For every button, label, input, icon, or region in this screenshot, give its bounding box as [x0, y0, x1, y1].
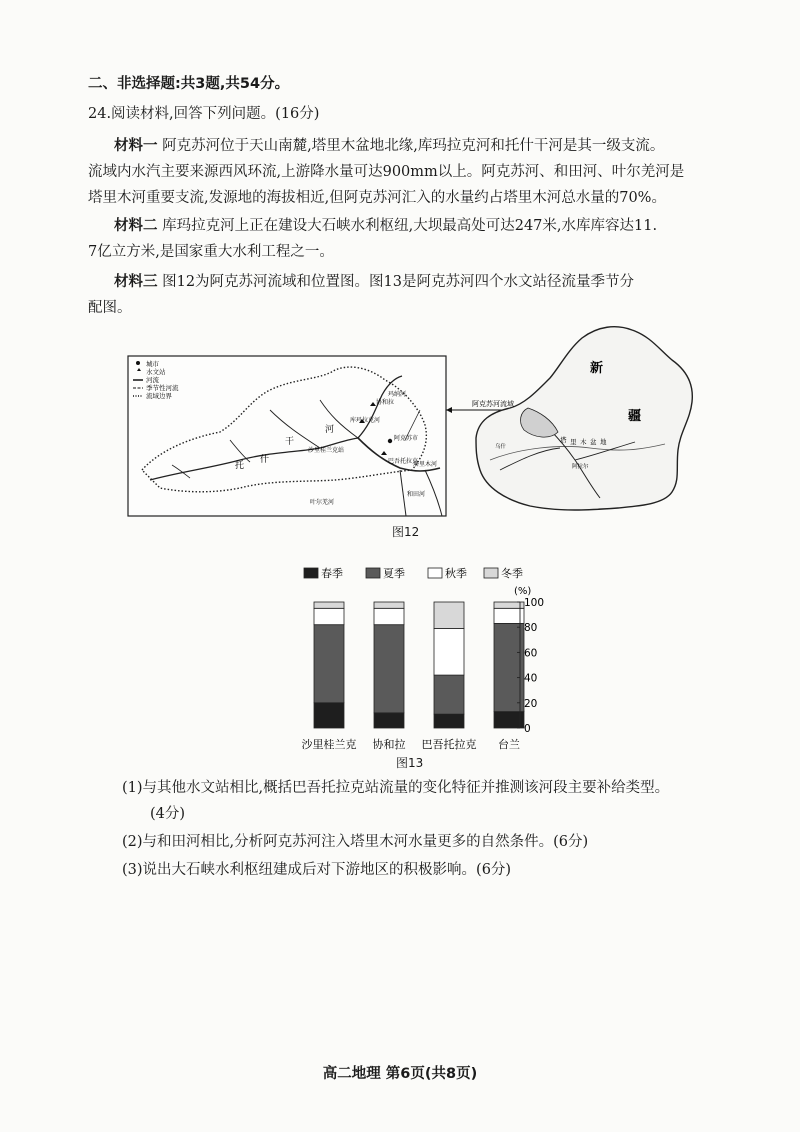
- x-label-4: 台兰: [498, 738, 520, 751]
- legend-station: 水文站: [146, 368, 166, 376]
- bar-3-秋季: [434, 628, 464, 675]
- chart-bars: [314, 602, 524, 728]
- y-tick-label-100: 100: [524, 597, 545, 609]
- label-talimu: 塔里木河: [413, 461, 438, 468]
- y-tick-label-60: 60: [524, 647, 538, 660]
- material2-line1: [114, 216, 657, 236]
- legend-seasonal: 季节性河流: [146, 384, 179, 392]
- question-1-line1: (1)与其他水文站相比,概括巴吾托拉克站流量的变化特征并推测该河段主要补给类型。: [122, 780, 670, 796]
- legend-swatch-2: [366, 568, 380, 578]
- x-label-3: 巴吾托拉克: [421, 738, 477, 751]
- material2-text1: 库玛拉克河上正在建设大石峡水利枢纽,大坝最高处可达247米,水库库容达11.: [162, 218, 658, 234]
- y-tick-label-0: 0: [524, 723, 531, 735]
- label-tarim-3: 木: [580, 438, 587, 446]
- material1-label: 材料一: [114, 138, 158, 154]
- legend-city-icon: [136, 361, 140, 365]
- material3-label: 材料三: [114, 274, 158, 290]
- label-wushi: 乌什: [495, 444, 507, 450]
- label-basin: 阿克苏河流域: [472, 400, 514, 408]
- legend-label-3: 秋季: [445, 567, 467, 580]
- legend-city: 城市: [146, 360, 159, 368]
- legend-boundary: 流域边界: [146, 392, 172, 400]
- legend-swatch-4: [484, 568, 498, 578]
- label-akesu-city: 阿克苏市: [394, 435, 419, 442]
- arrow-head-icon: [446, 407, 452, 413]
- label-tarim-4: 盆: [590, 438, 597, 446]
- bar-2-春季: [374, 713, 404, 728]
- label-xin: 新: [590, 361, 604, 376]
- material1-line3: 塔里木河重要支流,发源地的海拔相近,但阿克苏河汇入的水量约占塔里木河总水量的70%。: [88, 190, 666, 206]
- bar-3-夏季: [434, 675, 464, 714]
- x-label-1: 沙里桂兰克: [301, 738, 357, 751]
- label-tuo: 托: [235, 461, 245, 471]
- bar-2-秋季: [374, 608, 404, 624]
- y-axis-unit: (%): [514, 586, 532, 597]
- question-1-line2: (4分): [150, 806, 186, 822]
- material2-label: 材料二: [114, 218, 158, 234]
- label-jiang: 疆: [628, 409, 642, 424]
- material3-text1: 图12为阿克苏河流域和位置图。图13是阿克苏河四个水文站径流量季节分: [162, 274, 635, 290]
- bar-4-春季: [494, 712, 524, 728]
- label-gan: 干: [285, 437, 295, 447]
- material1-text1: 阿克苏河位于天山南麓,塔里木盆地北缘,库玛拉克河和托什干河是其一级支流。: [162, 138, 665, 154]
- bar-2-冬季: [374, 602, 404, 608]
- material1-line2: 流域内水汽主要来源西风环流,上游降水量可达900mm以上。阿克苏河、和田河、叶尔羌河是: [88, 164, 685, 180]
- legend-label-1: 春季: [321, 567, 343, 580]
- legend-river: 河流: [146, 376, 159, 384]
- section-heading: 二、非选择题:共3题,共54分。: [88, 76, 290, 92]
- page-footer: 高二地理 第6页(共8页): [322, 1066, 478, 1082]
- y-tick-label-80: 80: [524, 622, 538, 635]
- material3-line2: 配图。: [88, 300, 132, 316]
- chart-x-labels: [302, 737, 521, 751]
- legend-label-4: 冬季: [501, 567, 523, 580]
- legend-swatch-1: [304, 568, 318, 578]
- material3-line1: [114, 272, 634, 292]
- bar-4-冬季: [494, 602, 524, 608]
- legend-label-2: 夏季: [383, 567, 405, 580]
- question-2: (2)与和田河相比,分析阿克苏河注入塔里木河水量更多的自然条件。(6分): [122, 834, 589, 850]
- y-tick-label-20: 20: [524, 697, 538, 710]
- city-akesu: [388, 439, 392, 443]
- label-baxi: 巴吾托拉克: [388, 458, 419, 465]
- bar-3-冬季: [434, 602, 464, 628]
- question-heading: 24.阅读材料,回答下列问题。(16分): [88, 106, 320, 122]
- y-tick-label-40: 40: [524, 672, 538, 685]
- bar-4-夏季: [494, 623, 524, 711]
- label-tarim-1: 塔: [560, 436, 567, 444]
- x-label-2: 协和拉: [372, 738, 406, 751]
- bar-1-冬季: [314, 602, 344, 608]
- figure13-chart: [262, 560, 552, 760]
- bar-4-秋季: [494, 608, 524, 623]
- bar-1-秋季: [314, 608, 344, 624]
- question-3: (3)说出大石峡水利枢纽建成后对下游地区的积极影响。(6分): [122, 862, 512, 878]
- material2-line2: 7亿立方米,是国家重大水利工程之一。: [88, 244, 334, 260]
- bar-3-春季: [434, 714, 464, 728]
- label-small-note: 玛纳河: [388, 391, 407, 398]
- bar-2-夏季: [374, 625, 404, 713]
- label-tarim-2: 里: [570, 438, 577, 446]
- label-xiehela: 协和拉: [376, 399, 395, 406]
- bar-1-夏季: [314, 625, 344, 703]
- figure12-caption: 图12: [392, 525, 420, 539]
- label-he: 河: [325, 425, 335, 435]
- xinjiang-outline: [476, 327, 692, 510]
- label-shalgui: 沙里桂兰克站: [308, 447, 345, 454]
- label-kuma: 库玛拉克河: [350, 417, 381, 424]
- label-tarim-5: 地: [600, 438, 607, 446]
- chart-legend: [304, 566, 523, 580]
- label-ala: 阿拉尔: [572, 464, 589, 470]
- figure12-maps: [120, 320, 700, 520]
- label-shi: 什: [260, 455, 270, 465]
- bar-1-春季: [314, 703, 344, 728]
- legend-swatch-3: [428, 568, 442, 578]
- material1-line1: [114, 136, 664, 156]
- label-hetian: 和田河: [407, 491, 426, 498]
- figure13-caption: 图13: [396, 756, 424, 770]
- label-yarkand: 叶尔羌河: [310, 499, 335, 506]
